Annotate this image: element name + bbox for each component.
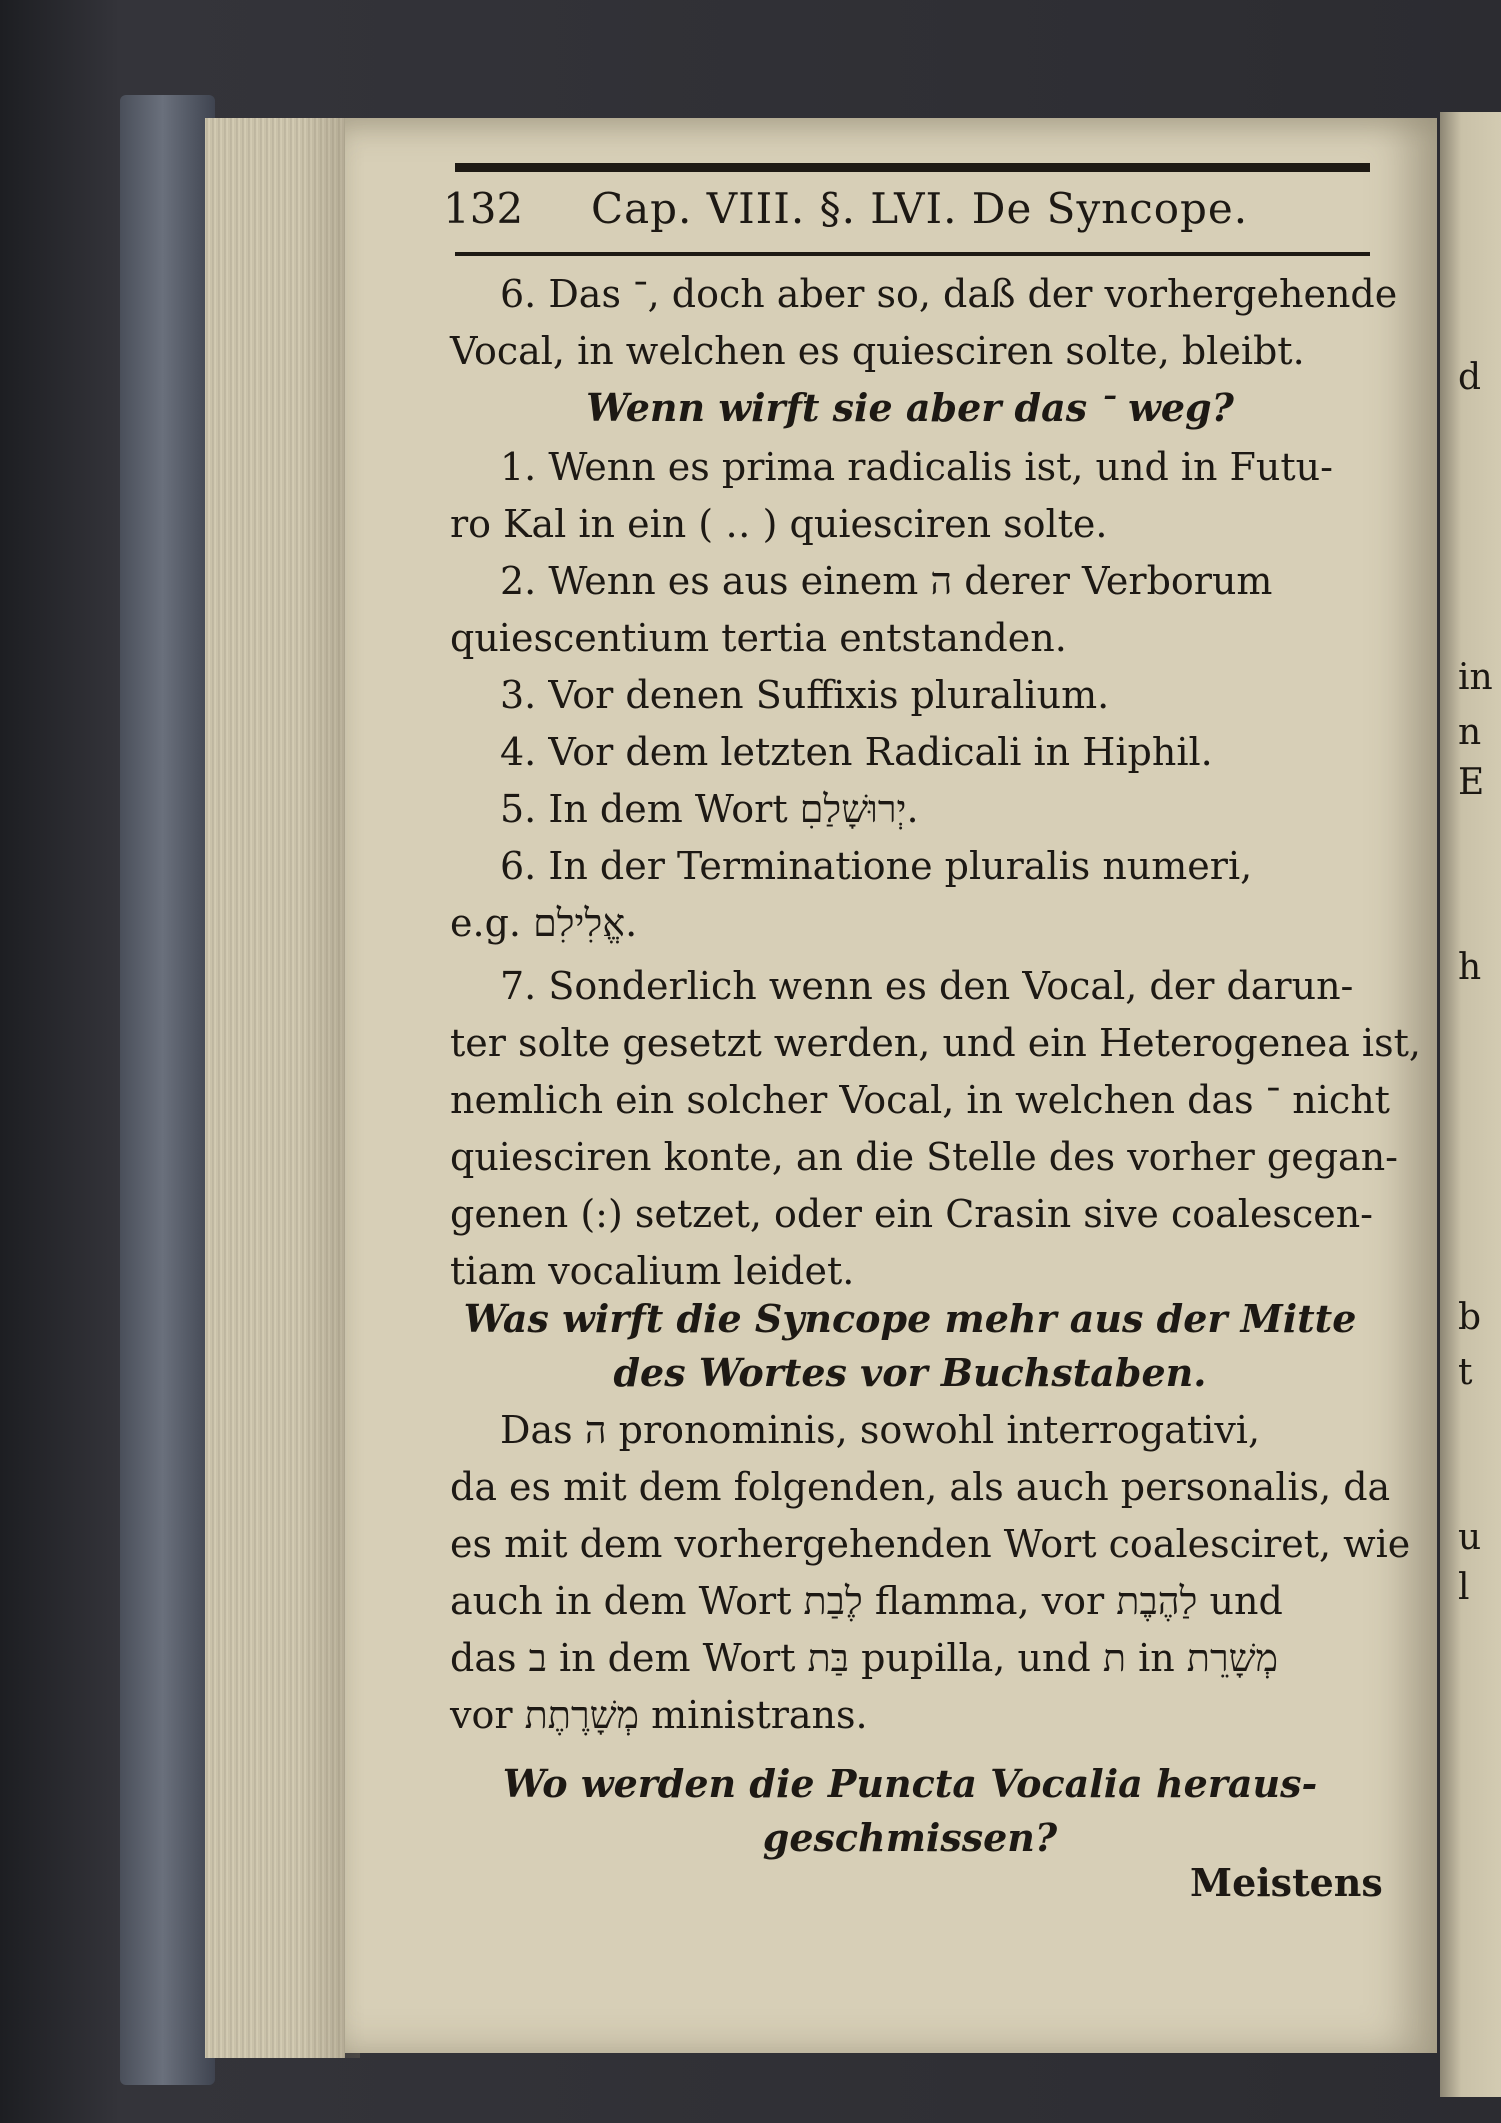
text-line: ro Kal in ein ( ‥ ) quiesciren solte. xyxy=(450,502,1108,546)
header-rule-bottom xyxy=(455,252,1370,256)
facing-page-fragment: n xyxy=(1458,712,1482,753)
text-line: e.g. אֱלִילִם. xyxy=(450,901,638,945)
text-line: 6. In der Terminatione pluralis numeri, xyxy=(500,844,1253,888)
text-line: nemlich ein solcher Vocal, in welchen das ־ nicht xyxy=(450,1078,1390,1122)
running-title: Cap. VIII. §. LVI. De Syncope. xyxy=(591,184,1249,233)
book-board-left xyxy=(120,95,215,2085)
question-heading: Was wirft die Syncope mehr aus der Mitte xyxy=(463,1296,1357,1341)
facing-page-fragment: d xyxy=(1458,357,1482,398)
text-line: genen (:) setzet, oder ein Crasin sive coalescen- xyxy=(450,1192,1374,1236)
facing-page-fragment: u xyxy=(1458,1517,1482,1558)
running-header xyxy=(443,184,1373,244)
text-line: auch in dem Wort לֶבַת flamma, vor לַהֶבֶת und xyxy=(450,1579,1283,1623)
facing-page-fragment: t xyxy=(1458,1352,1473,1393)
text-line: 1. Wenn es prima radicalis ist, und in Futu- xyxy=(500,445,1333,489)
facing-page-fragment: E xyxy=(1458,762,1485,803)
text-line: quiescentium tertia entstanden. xyxy=(450,616,1067,660)
text-line: tiam vocalium leidet. xyxy=(450,1249,855,1293)
text-line: 2. Wenn es aus einem ה derer Verborum xyxy=(500,559,1273,603)
facing-page-fragment: l xyxy=(1458,1567,1470,1608)
text-line: Das ה pronominis, sowohl interrogativi, xyxy=(500,1408,1261,1452)
text-line: vor מְשָׁרֶתֶת ministrans. xyxy=(450,1693,868,1737)
text-line: 4. Vor dem letzten Radicali in Hiphil. xyxy=(500,730,1213,774)
text-line: 6. Das ־, doch aber so, daß der vorhergehende xyxy=(500,272,1398,316)
text-line: 5. In dem Wort יְרוּשָׁלַםִ. xyxy=(500,787,919,831)
question-heading: Wo werden die Puncta Vocalia heraus- xyxy=(502,1761,1318,1806)
text-line: 3. Vor denen Suffixis pluralium. xyxy=(500,673,1110,717)
text-line: quiesciren konte, an die Stelle des vorher gegan- xyxy=(450,1135,1399,1179)
text-line: es mit dem vorhergehenden Wort coalesciret, wie xyxy=(450,1522,1411,1566)
header-rule-top xyxy=(455,163,1370,172)
question-heading: des Wortes vor Buchstaben. xyxy=(613,1350,1207,1395)
facing-page-fragment: b xyxy=(1458,1297,1482,1338)
text-line: da es mit dem folgenden, als auch personalis, da xyxy=(450,1465,1391,1509)
page-number: 132 xyxy=(443,184,524,233)
facing-page-fragment: in xyxy=(1458,657,1493,698)
text-line: 7. Sonderlich wenn es den Vocal, der darun- xyxy=(500,964,1354,1008)
catchword: Meistens xyxy=(1190,1860,1383,1905)
text-line: Vocal, in welchen es quiesciren solte, bleibt. xyxy=(450,329,1305,373)
question-heading: geschmissen? xyxy=(762,1815,1058,1860)
facing-page-fragment: h xyxy=(1458,947,1482,988)
facing-page-edge xyxy=(1440,112,1501,2097)
text-line: das ב in dem Wort בַּת pupilla, und ת in מְשָׁרֵת xyxy=(450,1636,1279,1680)
text-line: ter solte gesetzt werden, und ein Heterogenea ist, xyxy=(450,1021,1421,1065)
question-heading: Wenn wirft sie aber das ־ weg? xyxy=(586,385,1234,430)
